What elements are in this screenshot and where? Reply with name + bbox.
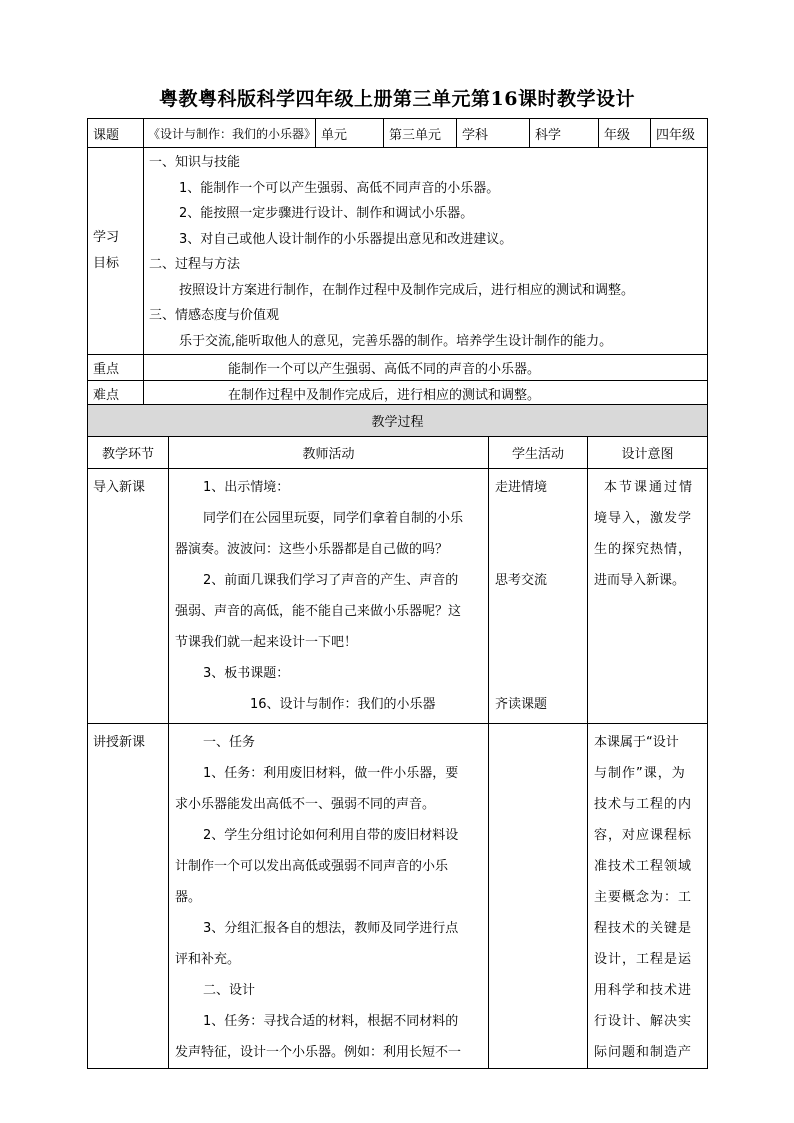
goals-label [88,148,144,355]
intent-line: 际问题和制造产 [594,1045,693,1060]
intent-cell [588,724,708,1069]
teacher-line: 同学们在公园里玩耍，同学们拿着自制的小乐 [203,511,464,526]
teacher-line: 1、任务：寻找合适的材料，根据不同材料的 [203,1014,459,1029]
teacher-line: 2、学生分组讨论如何利用自带的废旧材料设 [203,828,459,843]
intent-line: 本课属于“设计 [594,735,679,750]
teacher-line: 器。 [175,890,202,905]
nianji-label: 年级 [599,119,651,148]
goals-cell [144,148,708,355]
teacher-line: 1、出示情境： [203,480,290,495]
teacher-line: 强弱、声音的高低，能不能自己来做小乐器呢？这 [175,604,462,619]
teacher-line: 16、设计与制作：我们的小乐器 [250,697,436,712]
danyuan-label: 单元 [316,119,384,148]
teacher-cell [169,724,489,1069]
xueke-value: 科学 [530,119,599,148]
student-cell [489,724,588,1069]
teacher-cell [169,469,489,724]
teacher-line: 二、设计 [203,983,256,998]
xueke-label: 学科 [457,119,530,148]
goal-line: 三、情感态度与价值观 [149,308,280,323]
teacher-line: 器演奏。波波问：这些小乐器都是自己做的吗？ [175,542,449,557]
intent-line: 境导入，激发学 [594,511,693,526]
table-row [88,469,708,724]
teacher-line: 一、任务 [203,735,256,750]
intent-line: 本节课通过情 [604,480,695,495]
difficulty-label: 难点 [88,381,144,407]
goal-line: 按照设计方案进行制作，在制作过程中及制作完成后，进行相应的测试和调整。 [179,282,635,298]
difficulty-text: 在制作过程中及制作完成后，进行相应的测试和调整。 [144,381,708,407]
step-cell [88,724,169,1069]
table-row [88,724,708,1069]
teacher-line: 计制作一个可以发出高低或强弱不同声音的小乐 [175,859,449,874]
teacher-line: 3、分组汇报各自的想法，教师及同学进行点 [203,921,459,936]
student-line: 走进情境 [495,480,548,495]
teacher-line: 2、前面几课我们学习了声音的产生、声音的 [203,573,459,588]
intent-line: 技术与工程的内 [594,797,693,812]
teacher-line: 1、任务：利用废旧材料，做一件小乐器，要 [203,766,459,781]
intent-line: 行设计、解决实 [594,1014,693,1029]
teacher-line: 求小乐器能发出高低不一、强弱不同的声音。 [175,797,436,812]
header-intent: 设计意图 [588,437,708,469]
intent-line: 容，对应课程标 [594,828,693,843]
intent-line: 程技术的关键是 [594,921,693,936]
process-table [87,404,708,1069]
student-line: 齐读课题 [495,697,548,712]
keti-value: 《设计与制作：我们的小乐器》 [144,119,316,148]
student-cell [489,469,588,724]
intent-line: 设计，工程是运 [594,952,693,967]
document-title: 粤教粤科版科学四年级上册第三单元第16课时教学设计 [159,88,635,110]
teacher-line: 评和补充。 [175,952,241,967]
header-teacher: 教师活动 [169,437,489,469]
key-label: 重点 [88,355,144,381]
header-student: 学生活动 [489,437,588,469]
intent-cell [588,469,708,724]
process-title: 教学过程 [88,405,708,437]
goal-line: 2、能按照一定步骤进行设计、制作和调试小乐器。 [179,206,474,221]
goal-line: 二、过程与方法 [149,257,241,272]
intent-line: 主要概念为：工 [594,890,693,905]
danyuan-value: 第三单元 [384,119,457,148]
intent-line: 生的探究热情， [594,542,693,557]
goal-line: 1、能制作一个可以产生强弱、高低不同声音的小乐器。 [179,180,500,196]
step-label: 导入新课 [93,480,146,495]
goal-line: 一、知识与技能 [149,155,241,170]
keti-label: 课题 [88,119,144,148]
teacher-line: 3、板书课题： [203,666,290,681]
nianji-value: 四年级 [651,119,708,148]
info-table [87,118,708,407]
intent-line: 与制作”课，为 [594,766,686,781]
step-cell [88,469,169,724]
intent-line: 准技术工程领域 [594,859,693,874]
step-label: 讲授新课 [93,735,146,750]
teacher-line: 节课我们就一起来设计一下吧！ [175,635,358,650]
goal-line: 乐于交流,能听取他人的意见，完善乐器的制作。培养学生设计制作的能力。 [179,333,613,349]
intent-line: 进而导入新课。 [594,573,686,588]
intent-line: 用科学和技术进 [594,983,693,998]
goal-line: 3、对自己或他人设计制作的小乐器提出意见和改进建议。 [179,231,513,247]
header-step: 教学环节 [88,437,169,469]
student-line: 思考交流 [495,573,548,588]
key-text: 能制作一个可以产生强弱、高低不同的声音的小乐器。 [144,355,708,381]
teacher-line: 发声特征，设计一个小乐器。例如：利用长短不一 [175,1045,462,1060]
goals-label-text: 学习目标 [93,230,120,271]
